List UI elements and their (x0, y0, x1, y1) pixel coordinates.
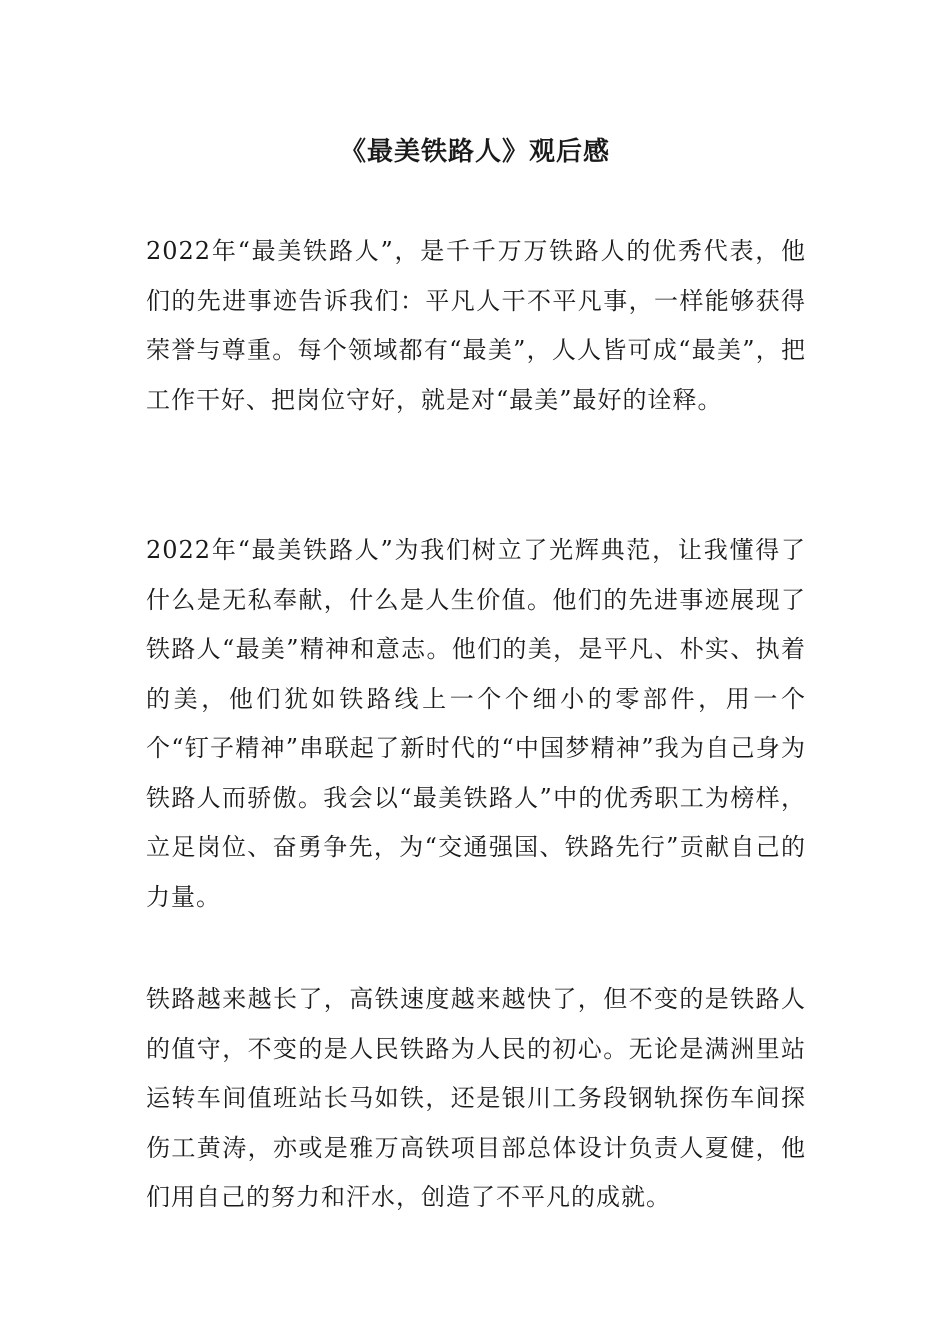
paragraph-3-block (146, 975, 806, 1223)
paragraph-2-block (146, 526, 806, 922)
document-title: 《最美铁路人》观后感 (339, 137, 610, 167)
paragraph-2: 2022年“最美铁路人”为我们树立了光辉典范，让我懂得了什么是无私奉献，什么是人生价值。他们的先进事迹展现了铁路人“最美”精神和意志。他们的美，是平凡、朴实、执着的美，他们犹如铁路线上一个个细小的零部件，用一个个“钉子精神”串联起了新时代的“中国梦精神”我为自己身为铁路人而骄傲。我会以“最美铁路人”中的优秀职工为榜样，立足岗位、奋勇争先，为“交通强国、铁路先行”贡献自己的力量。 (146, 536, 806, 911)
paragraph-1: 2022年“最美铁路人”，是千千万万铁路人的优秀代表，他们的先进事迹告诉我们：平凡人干不平凡事，一样能够获得荣誉与尊重。每个领域都有“最美”，人人皆可成“最美”，把工作干好、把岗位守好，就是对“最美”最好的诠释。 (146, 237, 806, 414)
paragraph-1-block (146, 227, 806, 425)
paragraph-3: 铁路越来越长了，高铁速度越来越快了，但不变的是铁路人的值守，不变的是人民铁路为人民的初心。无论是满洲里站运转车间值班站长马如铁，还是银川工务段钢轨探伤车间探伤工黄涛，亦或是雅万高铁项目部总体设计负责人夏健，他们用自己的努力和汗水，创造了不平凡的成就。 (146, 985, 806, 1211)
